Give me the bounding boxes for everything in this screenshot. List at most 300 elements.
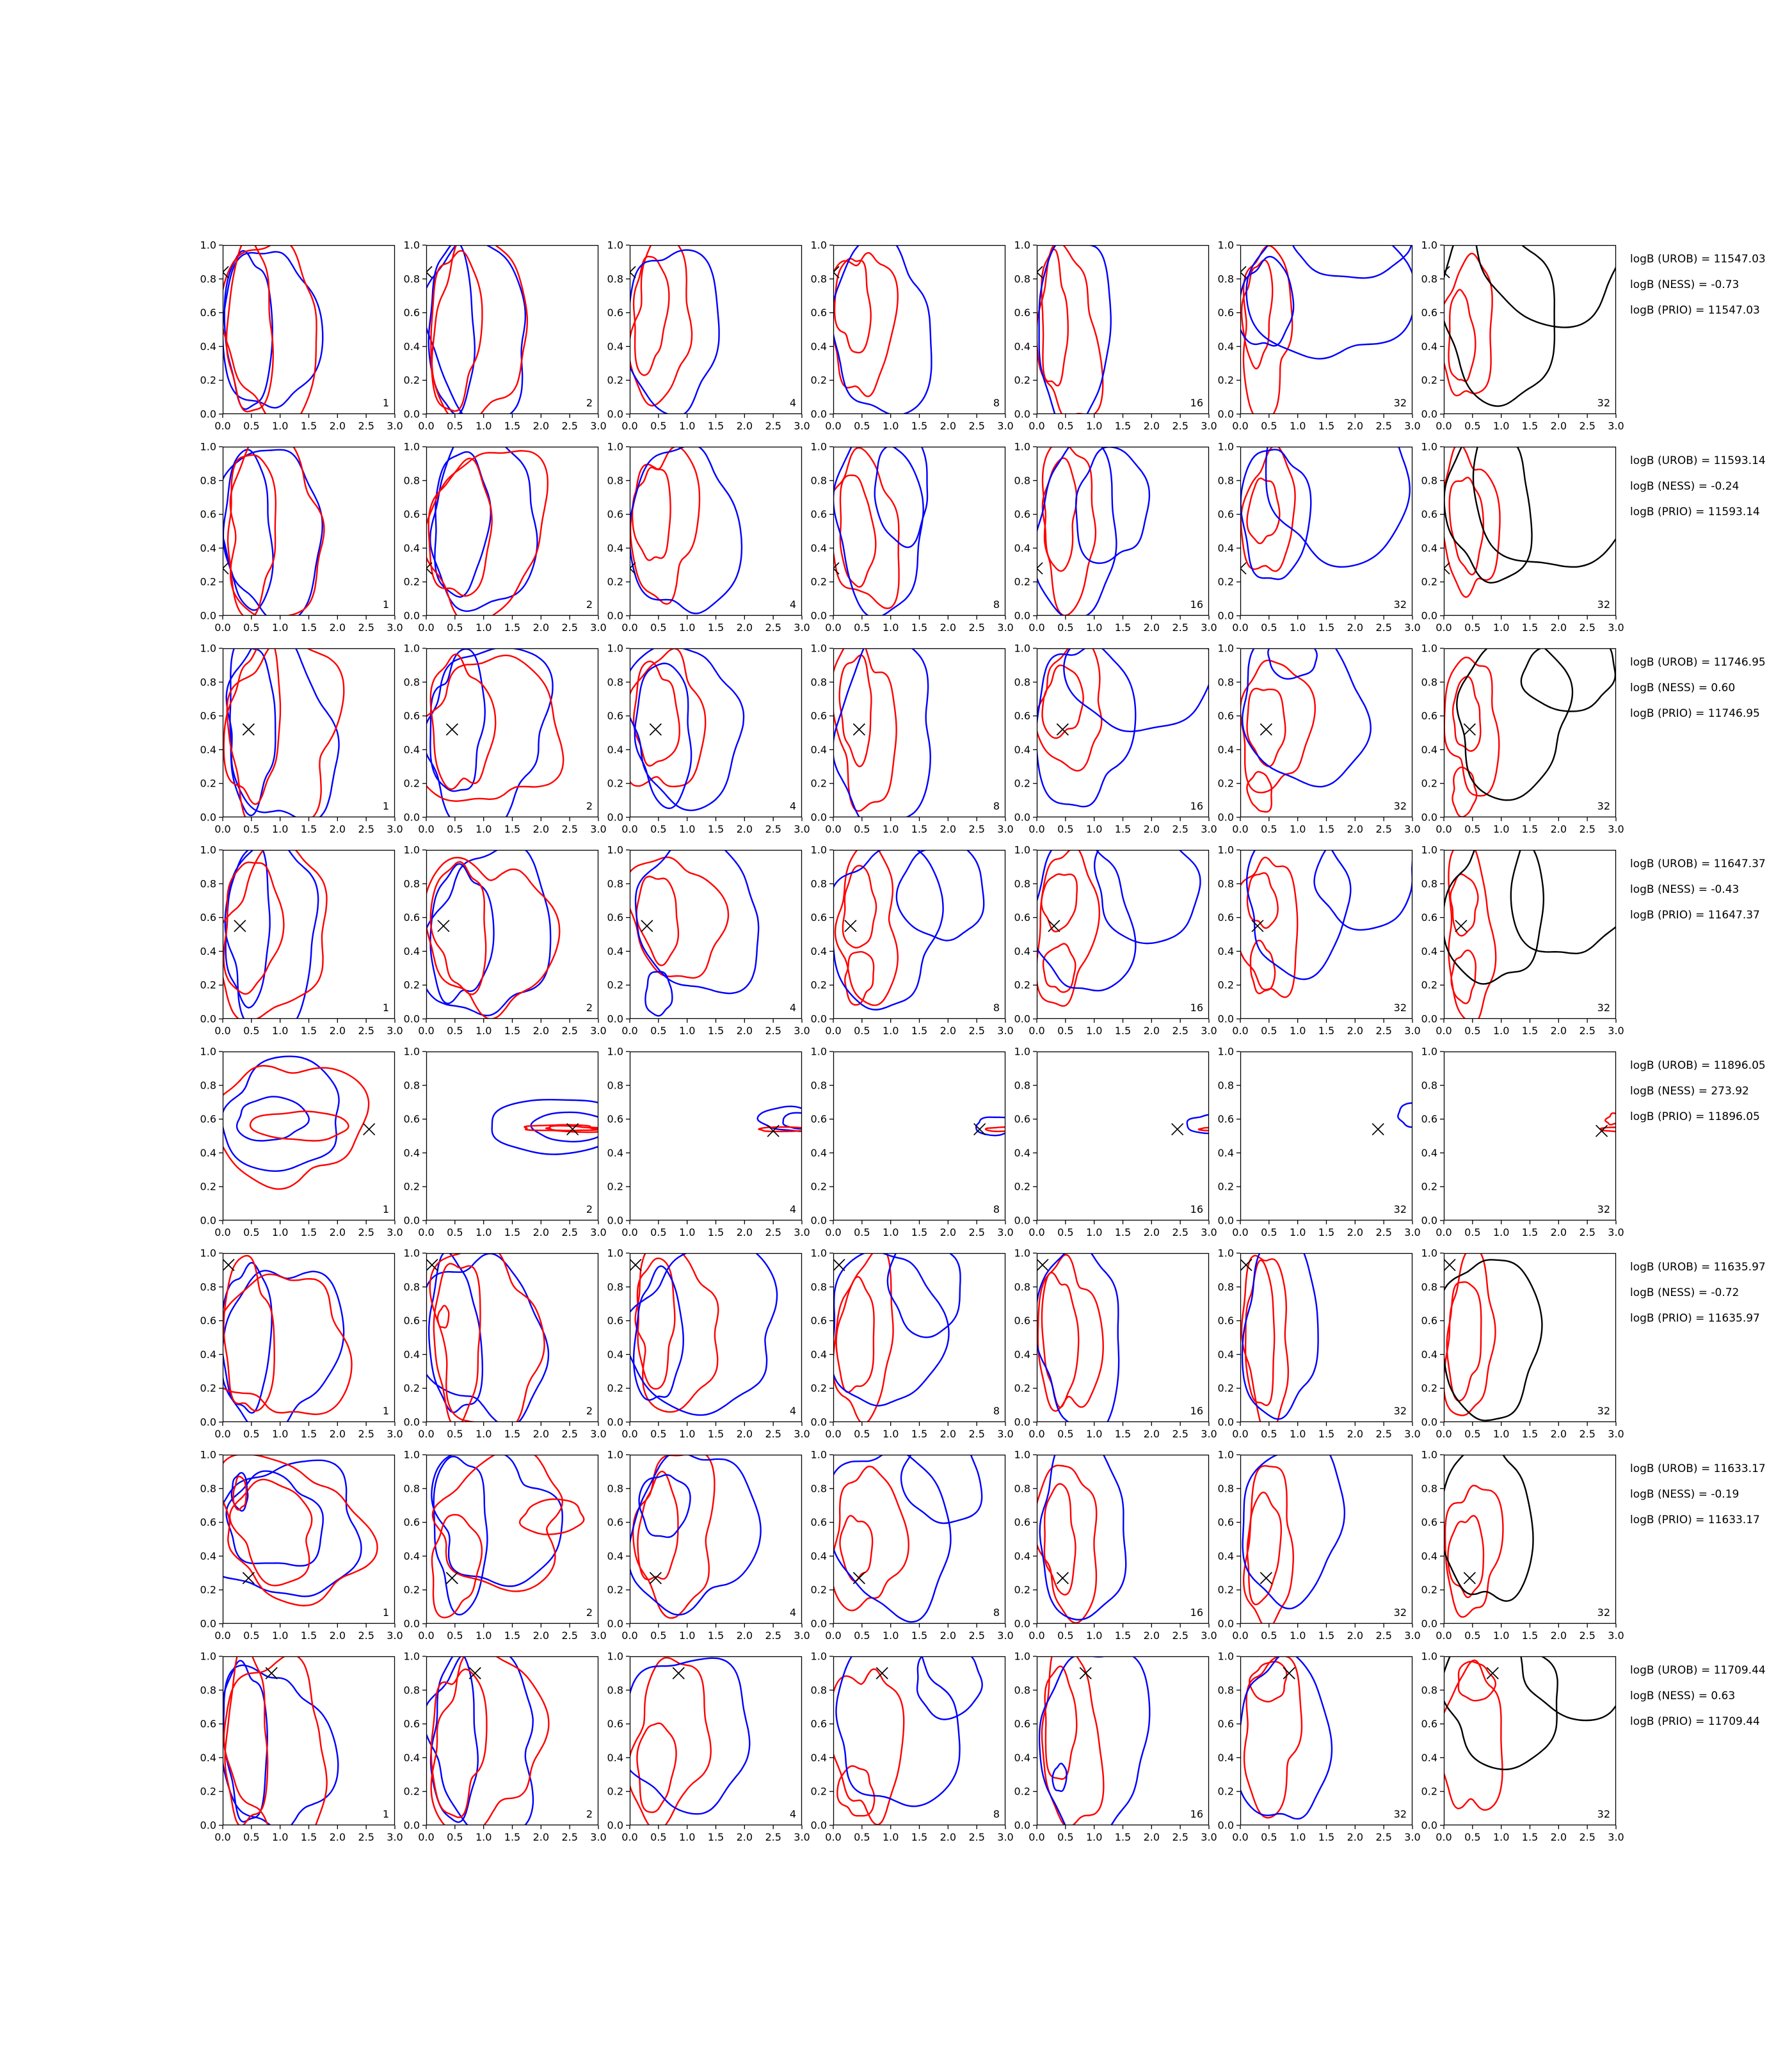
y-tick-label: 0.6: [810, 1315, 827, 1327]
y-tick-label: 1.0: [403, 1248, 420, 1260]
y-tick-label: 1.0: [1014, 1450, 1030, 1461]
x-tick-label: 1.0: [882, 1831, 899, 1843]
contour-panel-r1-c1: [197, 240, 403, 436]
x-tick-label: 1.5: [1521, 1025, 1539, 1037]
x-tick-label: 0.5: [1464, 1831, 1481, 1843]
blue-contour-line: [636, 845, 758, 993]
panel-count-label: 32: [1393, 1002, 1407, 1014]
y-tick-label: 0.4: [200, 541, 216, 554]
x-tick-label: 0.5: [243, 1831, 260, 1843]
x-tick-label: 0.5: [243, 420, 260, 432]
x-tick-label: 0.5: [1261, 1025, 1277, 1037]
x-tick-label: 1.0: [882, 621, 899, 634]
x-tick-label: 0.0: [1028, 420, 1045, 432]
y-tick-label: 0.8: [1217, 474, 1234, 487]
y-tick-label: 0.4: [810, 541, 827, 554]
x-tick-label: 2.5: [358, 823, 374, 835]
x-tick-label: 1.5: [504, 420, 521, 432]
x-tick-label: 0.5: [650, 1831, 667, 1843]
x-tick-label: 2.5: [358, 621, 374, 634]
y-tick-label: 0.4: [403, 340, 420, 353]
x-tick-label: 1.0: [475, 420, 492, 432]
x-tick-label: 2.5: [1172, 1226, 1188, 1238]
y-tick-label: 0.4: [1217, 1348, 1234, 1361]
y-tick-label: 0.0: [1421, 609, 1437, 622]
x-tick-label: 2.5: [765, 1629, 781, 1642]
x-tick-label: 2.0: [1143, 1831, 1160, 1843]
x-marker: [845, 920, 856, 932]
y-tick-label: 0.2: [1217, 1382, 1234, 1395]
x-tick-label: 0.5: [1464, 1025, 1481, 1037]
x-tick-label: 2.5: [358, 1629, 374, 1642]
y-tick-label: 1.0: [1217, 240, 1234, 252]
x-tick-label: 0.5: [243, 1025, 260, 1037]
x-tick-label: 1.5: [1318, 1831, 1335, 1843]
y-tick-label: 1.0: [200, 1248, 216, 1260]
x-tick-label: 1.5: [911, 1428, 928, 1440]
y-tick-label: 0.2: [1217, 777, 1234, 790]
x-tick-label: 0.0: [1028, 621, 1045, 634]
red-contour-line: [431, 251, 482, 411]
x-tick-label: 0.5: [1261, 1629, 1277, 1642]
x-tick-label: 2.0: [329, 1831, 346, 1843]
y-tick-label: 1.0: [810, 1248, 827, 1260]
row-annotation: logB (UROB) = 11709.44: [1630, 1664, 1766, 1677]
y-tick-label: 0.6: [1421, 1718, 1437, 1731]
x-tick-label: 2.0: [736, 1428, 753, 1440]
x-marker: [1464, 724, 1475, 735]
x-tick-label: 1.0: [678, 1629, 696, 1642]
panel-count-label: 16: [1190, 1808, 1203, 1820]
axis-frame: [1037, 1254, 1209, 1422]
axis-frame: [630, 649, 802, 817]
y-tick-label: 0.4: [1014, 1348, 1030, 1361]
contour-panel-r7-c7: [1418, 1450, 1624, 1645]
red-contour-line: [1247, 478, 1279, 543]
panel-count-label: 1: [382, 800, 389, 812]
x-tick-label: 0.5: [1057, 1226, 1074, 1238]
y-tick-label: 0.8: [607, 1684, 623, 1697]
y-tick-label: 0.8: [403, 1079, 420, 1092]
y-tick-label: 0.4: [1217, 945, 1234, 957]
y-tick-label: 0.2: [1217, 979, 1234, 991]
contour-panel-r5-c7: [1418, 1046, 1624, 1242]
y-tick-label: 1.0: [1421, 1651, 1437, 1663]
red-contour-line: [224, 1256, 275, 1411]
panel-count-label: 4: [789, 598, 796, 611]
y-tick-label: 0.6: [1014, 710, 1030, 723]
x-marker: [1240, 1259, 1252, 1270]
x-tick-label: 3.0: [387, 1831, 403, 1843]
contour-lines-group: [1236, 1652, 1332, 1819]
x-tick-label: 3.0: [1201, 621, 1217, 634]
contour-panel-r7-c3: [604, 1450, 810, 1645]
x-marker: [234, 920, 246, 932]
contour-panel-r6-c2: [401, 1248, 607, 1444]
red-contour-line: [835, 259, 871, 353]
y-tick-label: 0.6: [607, 710, 623, 723]
contour-lines-group: [1031, 442, 1149, 618]
contour-lines-group: [831, 1248, 961, 1423]
x-tick-label: 2.5: [358, 1831, 374, 1843]
x-tick-label: 0.0: [1436, 621, 1452, 634]
x-tick-label: 1.5: [911, 621, 928, 634]
x-tick-label: 2.5: [1375, 1629, 1392, 1642]
y-tick-label: 0.6: [1014, 1315, 1030, 1327]
y-tick-label: 0.4: [810, 1549, 827, 1562]
x-tick-label: 2.0: [532, 621, 550, 634]
y-tick-label: 0.8: [1217, 676, 1234, 689]
y-tick-label: 1.0: [403, 442, 420, 453]
y-tick-label: 0.4: [1421, 1348, 1437, 1361]
x-tick-label: 2.0: [329, 420, 346, 432]
panel-count-label: 8: [993, 598, 1000, 611]
blue-contour-line: [226, 845, 270, 1007]
x-tick-label: 0.0: [825, 823, 842, 835]
y-tick-label: 0.0: [1217, 408, 1234, 420]
y-tick-label: 0.8: [403, 877, 420, 890]
x-tick-label: 3.0: [1404, 621, 1421, 634]
x-tick-label: 1.0: [1289, 1831, 1306, 1843]
red-contour-line: [224, 643, 280, 804]
y-tick-label: 0.4: [1014, 1751, 1030, 1764]
red-contour-line: [1249, 1661, 1286, 1702]
y-tick-label: 0.2: [200, 979, 216, 991]
x-marker: [1444, 1259, 1455, 1270]
axis-frame: [427, 246, 598, 414]
y-tick-label: 0.0: [810, 1819, 827, 1832]
x-tick-label: 0.0: [418, 1025, 435, 1037]
y-tick-label: 0.8: [1014, 1079, 1030, 1092]
red-contour-line: [634, 257, 669, 375]
red-contour-line: [1449, 290, 1476, 381]
y-tick-label: 0.8: [200, 1684, 216, 1697]
y-tick-label: 0.2: [1014, 575, 1030, 588]
y-tick-label: 0.8: [1014, 1281, 1030, 1293]
x-tick-label: 3.0: [794, 1226, 810, 1238]
red-contour-line: [1041, 874, 1076, 932]
x-tick-label: 2.0: [329, 823, 346, 835]
x-tick-label: 0.5: [1057, 420, 1074, 432]
x-tick-label: 3.0: [997, 1629, 1014, 1642]
y-tick-label: 0.8: [810, 273, 827, 285]
x-tick-label: 2.0: [940, 823, 957, 835]
x-tick-label: 1.0: [271, 1025, 289, 1037]
contour-lines-group: [420, 240, 527, 425]
panel-count-label: 8: [993, 1002, 1000, 1014]
x-tick-label: 1.5: [911, 1025, 928, 1037]
y-tick-label: 0.8: [607, 474, 623, 487]
contour-panel-r2-c6: [1215, 442, 1421, 637]
y-tick-label: 0.4: [200, 1146, 216, 1159]
row-annotation: logB (NESS) = -0.73: [1630, 278, 1740, 291]
axis-frame: [630, 1052, 802, 1220]
contour-panel-r7-c1: [197, 1450, 403, 1645]
x-tick-label: 2.0: [1550, 420, 1567, 432]
x-tick-label: 1.5: [707, 1226, 724, 1238]
panel-count-label: 4: [789, 397, 796, 409]
x-tick-label: 0.0: [825, 1629, 842, 1642]
red-contour-line: [637, 1258, 675, 1389]
y-tick-label: 0.2: [810, 1382, 827, 1395]
red-contour-line: [1448, 1516, 1484, 1597]
y-tick-label: 0.0: [403, 1819, 420, 1832]
x-tick-label: 2.0: [1347, 420, 1364, 432]
y-tick-label: 0.2: [1217, 1583, 1234, 1596]
y-tick-label: 0.6: [403, 1113, 420, 1126]
y-tick-label: 0.6: [810, 307, 827, 319]
y-tick-label: 0.8: [1421, 474, 1437, 487]
contour-lines-group: [1372, 1103, 1421, 1135]
contour-panel-r3-c5: [1011, 643, 1217, 839]
x-tick-label: 1.5: [300, 420, 317, 432]
axis-frame: [834, 1052, 1005, 1220]
y-tick-label: 0.8: [1014, 676, 1030, 689]
y-tick-label: 1.0: [403, 1046, 420, 1058]
red-contour-line: [218, 1454, 377, 1606]
axis-frame: [223, 1455, 395, 1624]
x-tick-label: 2.0: [1143, 1025, 1160, 1037]
row-annotation: logB (NESS) = 273.92: [1630, 1085, 1749, 1098]
x-tick-label: 3.0: [794, 1428, 810, 1440]
x-tick-label: 0.5: [447, 1025, 463, 1037]
y-tick-label: 0.6: [607, 307, 623, 319]
x-tick-label: 2.5: [1579, 1629, 1596, 1642]
panel-count-label: 4: [789, 1405, 796, 1417]
x-tick-label: 0.0: [418, 823, 435, 835]
x-tick-label: 0.5: [243, 1226, 260, 1238]
y-tick-label: 0.2: [1421, 777, 1437, 790]
y-tick-label: 0.4: [1421, 743, 1437, 756]
y-tick-label: 0.8: [1421, 676, 1437, 689]
x-tick-label: 1.0: [271, 420, 289, 432]
x-tick-label: 2.0: [1550, 1428, 1567, 1440]
y-tick-label: 0.2: [403, 575, 420, 588]
blue-contour-line: [833, 643, 930, 827]
x-tick-label: 2.0: [736, 1226, 753, 1238]
contour-panel-r5-c1: [197, 1046, 403, 1242]
x-tick-label: 1.0: [475, 1226, 492, 1238]
y-tick-label: 1.0: [810, 643, 827, 655]
x-tick-label: 0.0: [1232, 1226, 1249, 1238]
y-tick-label: 1.0: [1014, 240, 1030, 252]
y-tick-label: 0.2: [607, 1785, 623, 1798]
contour-lines-group: [1240, 643, 1371, 812]
x-tick-label: 2.0: [329, 1226, 346, 1238]
x-tick-label: 3.0: [1608, 1226, 1624, 1238]
x-tick-label: 0.5: [1261, 621, 1277, 634]
red-contour-line: [438, 1306, 449, 1328]
x-tick-label: 0.5: [1057, 823, 1074, 835]
row-annotation: logB (UROB) = 11593.14: [1630, 454, 1766, 467]
x-tick-label: 1.5: [504, 1629, 521, 1642]
y-tick-label: 1.0: [403, 1450, 420, 1461]
red-contour-line: [1245, 1260, 1274, 1405]
contour-panel-r5-c6: [1215, 1046, 1421, 1242]
y-tick-label: 0.6: [200, 1718, 216, 1731]
red-contour-line: [833, 1248, 893, 1423]
y-tick-label: 0.2: [1217, 1785, 1234, 1798]
x-marker: [223, 1259, 234, 1270]
x-tick-label: 2.5: [561, 1226, 578, 1238]
x-tick-label: 2.5: [1172, 1629, 1188, 1642]
y-tick-label: 0.2: [607, 1583, 623, 1596]
y-tick-label: 1.0: [607, 1450, 623, 1461]
x-tick-label: 3.0: [794, 1629, 810, 1642]
x-tick-label: 1.0: [1085, 1831, 1103, 1843]
contour-panel-r8-c4: [808, 1651, 1014, 1847]
x-tick-label: 0.5: [854, 1831, 870, 1843]
x-marker: [673, 1667, 684, 1679]
x-tick-label: 2.5: [765, 1831, 781, 1843]
x-tick-label: 0.0: [214, 1226, 231, 1238]
y-tick-label: 0.2: [403, 374, 420, 387]
panel-count-label: 16: [1190, 800, 1203, 812]
y-tick-label: 0.4: [1421, 945, 1437, 957]
contour-panel-r4-c6: [1215, 845, 1421, 1041]
x-tick-label: 1.5: [504, 1428, 521, 1440]
x-tick-label: 3.0: [1608, 1629, 1624, 1642]
x-tick-label: 2.5: [1579, 621, 1596, 634]
contour-panel-r4-c2: [401, 845, 607, 1041]
x-tick-label: 1.0: [1492, 1226, 1510, 1238]
red-contour-line: [1447, 1282, 1482, 1401]
contour-panel-r3-c3: [604, 643, 810, 839]
y-tick-label: 0.0: [200, 1214, 216, 1227]
contour-panel-r1-c4: [808, 240, 1014, 436]
x-tick-label: 0.5: [447, 823, 463, 835]
panel-count-label: 32: [1597, 1808, 1610, 1820]
x-tick-label: 1.5: [911, 823, 928, 835]
y-tick-label: 0.8: [200, 273, 216, 285]
contour-lines-group: [628, 1452, 761, 1618]
row-annotation: logB (UROB) = 11896.05: [1630, 1059, 1766, 1072]
x-tick-label: 1.0: [1492, 1025, 1510, 1037]
axis-frame: [1241, 1455, 1412, 1624]
y-tick-label: 1.0: [1217, 442, 1234, 453]
panel-count-label: 32: [1597, 1606, 1610, 1619]
y-tick-label: 0.2: [607, 374, 623, 387]
y-tick-label: 1.0: [200, 643, 216, 655]
y-tick-label: 0.2: [810, 777, 827, 790]
contour-lines-group: [1438, 240, 1621, 406]
x-marker: [438, 920, 449, 932]
x-tick-label: 3.0: [1608, 1025, 1624, 1037]
contour-lines-group: [827, 240, 932, 415]
y-tick-label: 0.8: [1014, 1684, 1030, 1697]
y-tick-label: 0.4: [810, 1146, 827, 1159]
y-tick-label: 0.2: [200, 777, 216, 790]
x-tick-label: 2.5: [1579, 420, 1596, 432]
x-tick-label: 0.5: [447, 1428, 463, 1440]
y-tick-label: 0.2: [607, 1180, 623, 1193]
x-tick-label: 0.0: [1436, 1025, 1452, 1037]
y-tick-label: 0.2: [1014, 374, 1030, 387]
contour-panel-r8-c7: [1418, 1651, 1624, 1847]
x-tick-label: 3.0: [997, 420, 1014, 432]
y-tick-label: 0.6: [1014, 1113, 1030, 1126]
y-tick-label: 0.4: [1421, 1751, 1437, 1764]
x-tick-label: 1.5: [707, 621, 724, 634]
panel-count-label: 2: [586, 1606, 593, 1619]
contour-lines-group: [1032, 845, 1201, 1006]
red-contour-line: [1240, 660, 1315, 793]
y-tick-label: 0.0: [200, 1012, 216, 1025]
y-tick-label: 1.0: [1421, 1450, 1437, 1461]
contour-lines-group: [431, 1450, 584, 1617]
contour-panel-r5-c4: [808, 1046, 1014, 1242]
x-tick-label: 1.5: [1114, 1629, 1132, 1642]
x-tick-label: 3.0: [387, 823, 403, 835]
y-tick-label: 0.0: [1217, 1819, 1234, 1832]
x-tick-label: 1.5: [1318, 420, 1335, 432]
y-tick-label: 1.0: [1014, 1248, 1030, 1260]
y-tick-label: 1.0: [200, 845, 216, 856]
x-tick-label: 0.0: [825, 1025, 842, 1037]
y-tick-label: 1.0: [403, 845, 420, 856]
panel-count-label: 1: [382, 1002, 389, 1014]
y-tick-label: 0.4: [607, 1751, 623, 1764]
contour-lines-group: [623, 1248, 777, 1415]
contour-lines-group: [758, 1107, 810, 1137]
x-tick-label: 2.0: [940, 1025, 957, 1037]
contour-lines-group: [624, 645, 744, 811]
x-tick-label: 3.0: [1608, 621, 1624, 634]
panel-count-label: 16: [1190, 1203, 1203, 1215]
x-tick-label: 2.0: [1143, 1428, 1160, 1440]
y-tick-label: 1.0: [1421, 1248, 1437, 1260]
x-tick-label: 2.5: [1579, 1025, 1596, 1037]
x-tick-label: 3.0: [590, 1831, 607, 1843]
y-tick-label: 0.8: [200, 474, 216, 487]
contour-panel-r1-c6: [1215, 240, 1421, 436]
red-contour-line: [827, 253, 898, 396]
y-tick-label: 0.4: [200, 743, 216, 756]
x-tick-label: 0.5: [854, 420, 870, 432]
y-tick-label: 0.6: [200, 1516, 216, 1529]
contour-panel-r8-c1: [197, 1651, 403, 1847]
panel-count-label: 16: [1190, 1002, 1203, 1014]
x-tick-label: 2.0: [1143, 1226, 1160, 1238]
x-tick-label: 2.0: [1347, 823, 1364, 835]
y-tick-label: 0.6: [200, 710, 216, 723]
x-tick-label: 2.0: [736, 1025, 753, 1037]
x-tick-label: 0.0: [1232, 1428, 1249, 1440]
y-tick-label: 0.4: [1014, 541, 1030, 554]
x-tick-label: 3.0: [1404, 1226, 1421, 1238]
x-tick-label: 0.5: [447, 621, 463, 634]
x-tick-label: 0.0: [621, 823, 638, 835]
contour-lines-group: [1235, 845, 1413, 997]
y-tick-label: 0.2: [403, 1180, 420, 1193]
x-tick-label: 2.0: [940, 1226, 957, 1238]
x-tick-label: 2.5: [1375, 621, 1392, 634]
panel-count-label: 8: [993, 397, 1000, 409]
y-tick-label: 0.8: [810, 877, 827, 890]
x-tick-label: 2.5: [1172, 621, 1188, 634]
y-tick-label: 0.0: [1217, 1214, 1234, 1227]
panel-count-label: 8: [993, 1405, 1000, 1417]
axis-frame: [630, 851, 802, 1019]
x-tick-label: 2.5: [561, 621, 578, 634]
y-tick-label: 0.8: [1217, 1684, 1234, 1697]
x-tick-label: 2.0: [1347, 1025, 1364, 1037]
x-tick-label: 3.0: [387, 420, 403, 432]
x-tick-label: 2.5: [968, 1831, 985, 1843]
x-tick-label: 0.0: [1436, 823, 1452, 835]
y-tick-label: 1.0: [1217, 1651, 1234, 1663]
x-tick-label: 2.0: [736, 823, 753, 835]
